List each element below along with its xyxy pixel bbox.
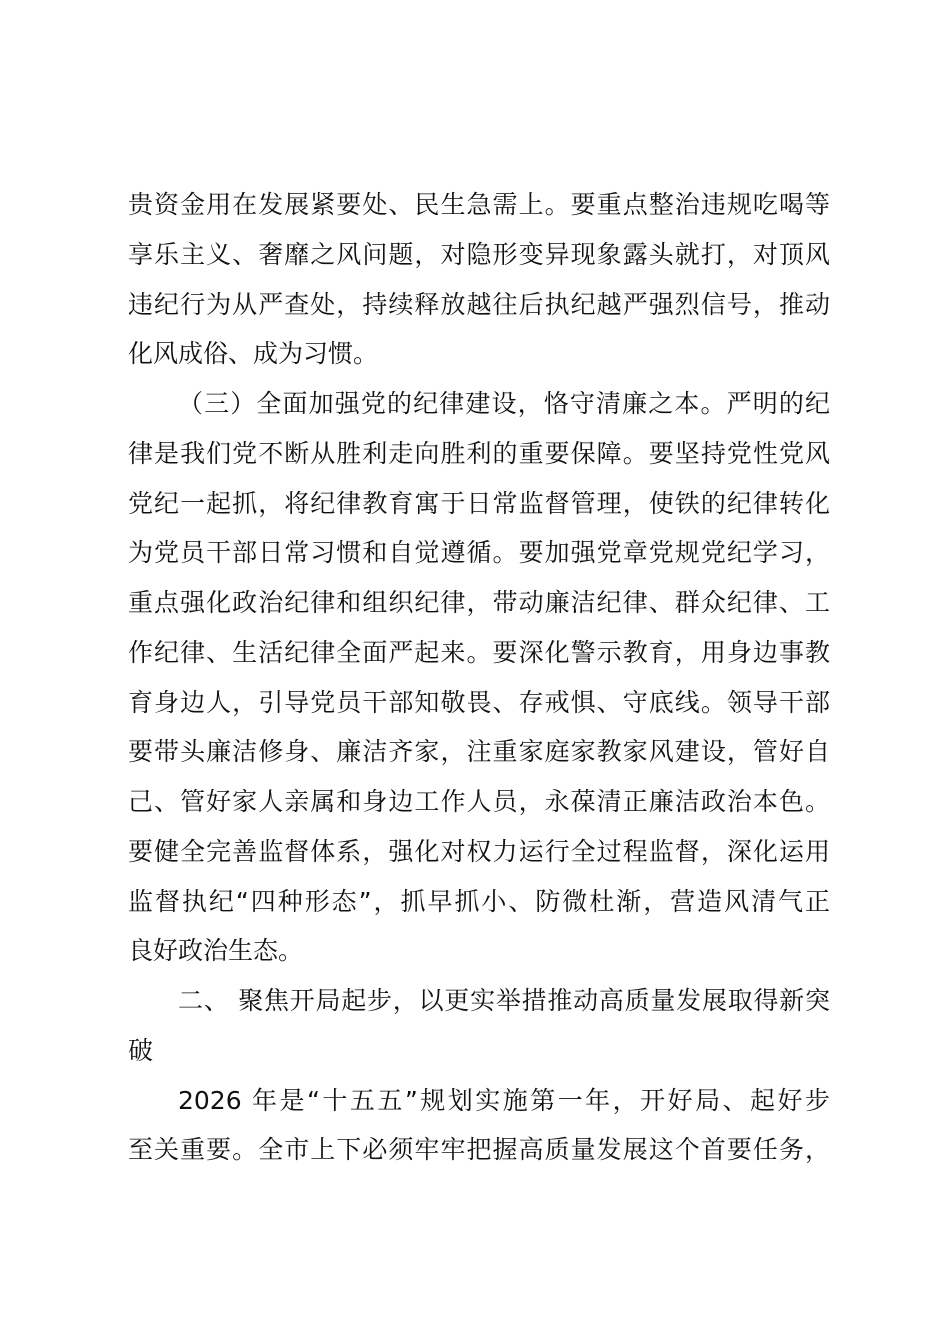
text-line: 2026 年是“十五五”规划实施第一年，开好局、起好步 (178, 1085, 830, 1115)
text-line: 为党员干部日常习惯和自觉遵循。要加强党章党规党纪学习， (128, 538, 830, 568)
text-line: 贵资金用在发展紧要处、民生急需上。要重点整治违规吃喝等 (128, 190, 830, 219)
text-line: 享乐主义、奢靡之风问题，对隐形变异现象露头就打，对顶风 (128, 239, 830, 269)
text-line: 要健全完善监督体系，强化对权力运行全过程监督，深化运用 (128, 836, 830, 866)
text-line: 违纪行为从严查处，持续释放越往后执纪越严强烈信号，推动 (128, 289, 830, 319)
text-line: 监督执纪“四种形态”，抓早抓小、防微杜渐，营造风清气正 (128, 886, 830, 916)
chapter-heading-line: 破 (128, 1035, 154, 1065)
text-line: 作纪律、生活纪律全面严起来。要深化警示教育，用身边事教 (128, 637, 830, 667)
text-line: 化风成俗、成为习惯。 (128, 339, 379, 369)
text-line: 律是我们党不断从胜利走向胜利的重要保障。要坚持党性党风 (128, 438, 830, 468)
text-line: 要带头廉洁修身、廉洁齐家，注重家庭家教家风建设，管好自 (128, 737, 830, 767)
text-line: 重点强化政治纪律和组织纪律，带动廉洁纪律、群众纪律、工 (128, 588, 830, 617)
document-body (128, 180, 830, 1175)
section-heading-line: （三）全面加强党的纪律建设，恪守清廉之本。严明的纪 (178, 389, 830, 418)
chapter-heading-line: 二、 聚焦开局起步，以更实举措推动高质量发展取得新突 (178, 986, 830, 1015)
text-line: 党纪一起抓，将纪律教育寓于日常监督管理，使铁的纪律转化 (128, 488, 830, 518)
text-line: 良好政治生态。 (128, 936, 304, 966)
text-line: 己、管好家人亲属和身边工作人员，永葆清正廉洁政治本色。 (128, 787, 830, 816)
text-line: 育身边人，引导党员干部知敬畏、存戒惧、守底线。领导干部 (128, 687, 830, 717)
text-line: 至关重要。全市上下必须牢牢把握高质量发展这个首要任务， (128, 1135, 830, 1165)
